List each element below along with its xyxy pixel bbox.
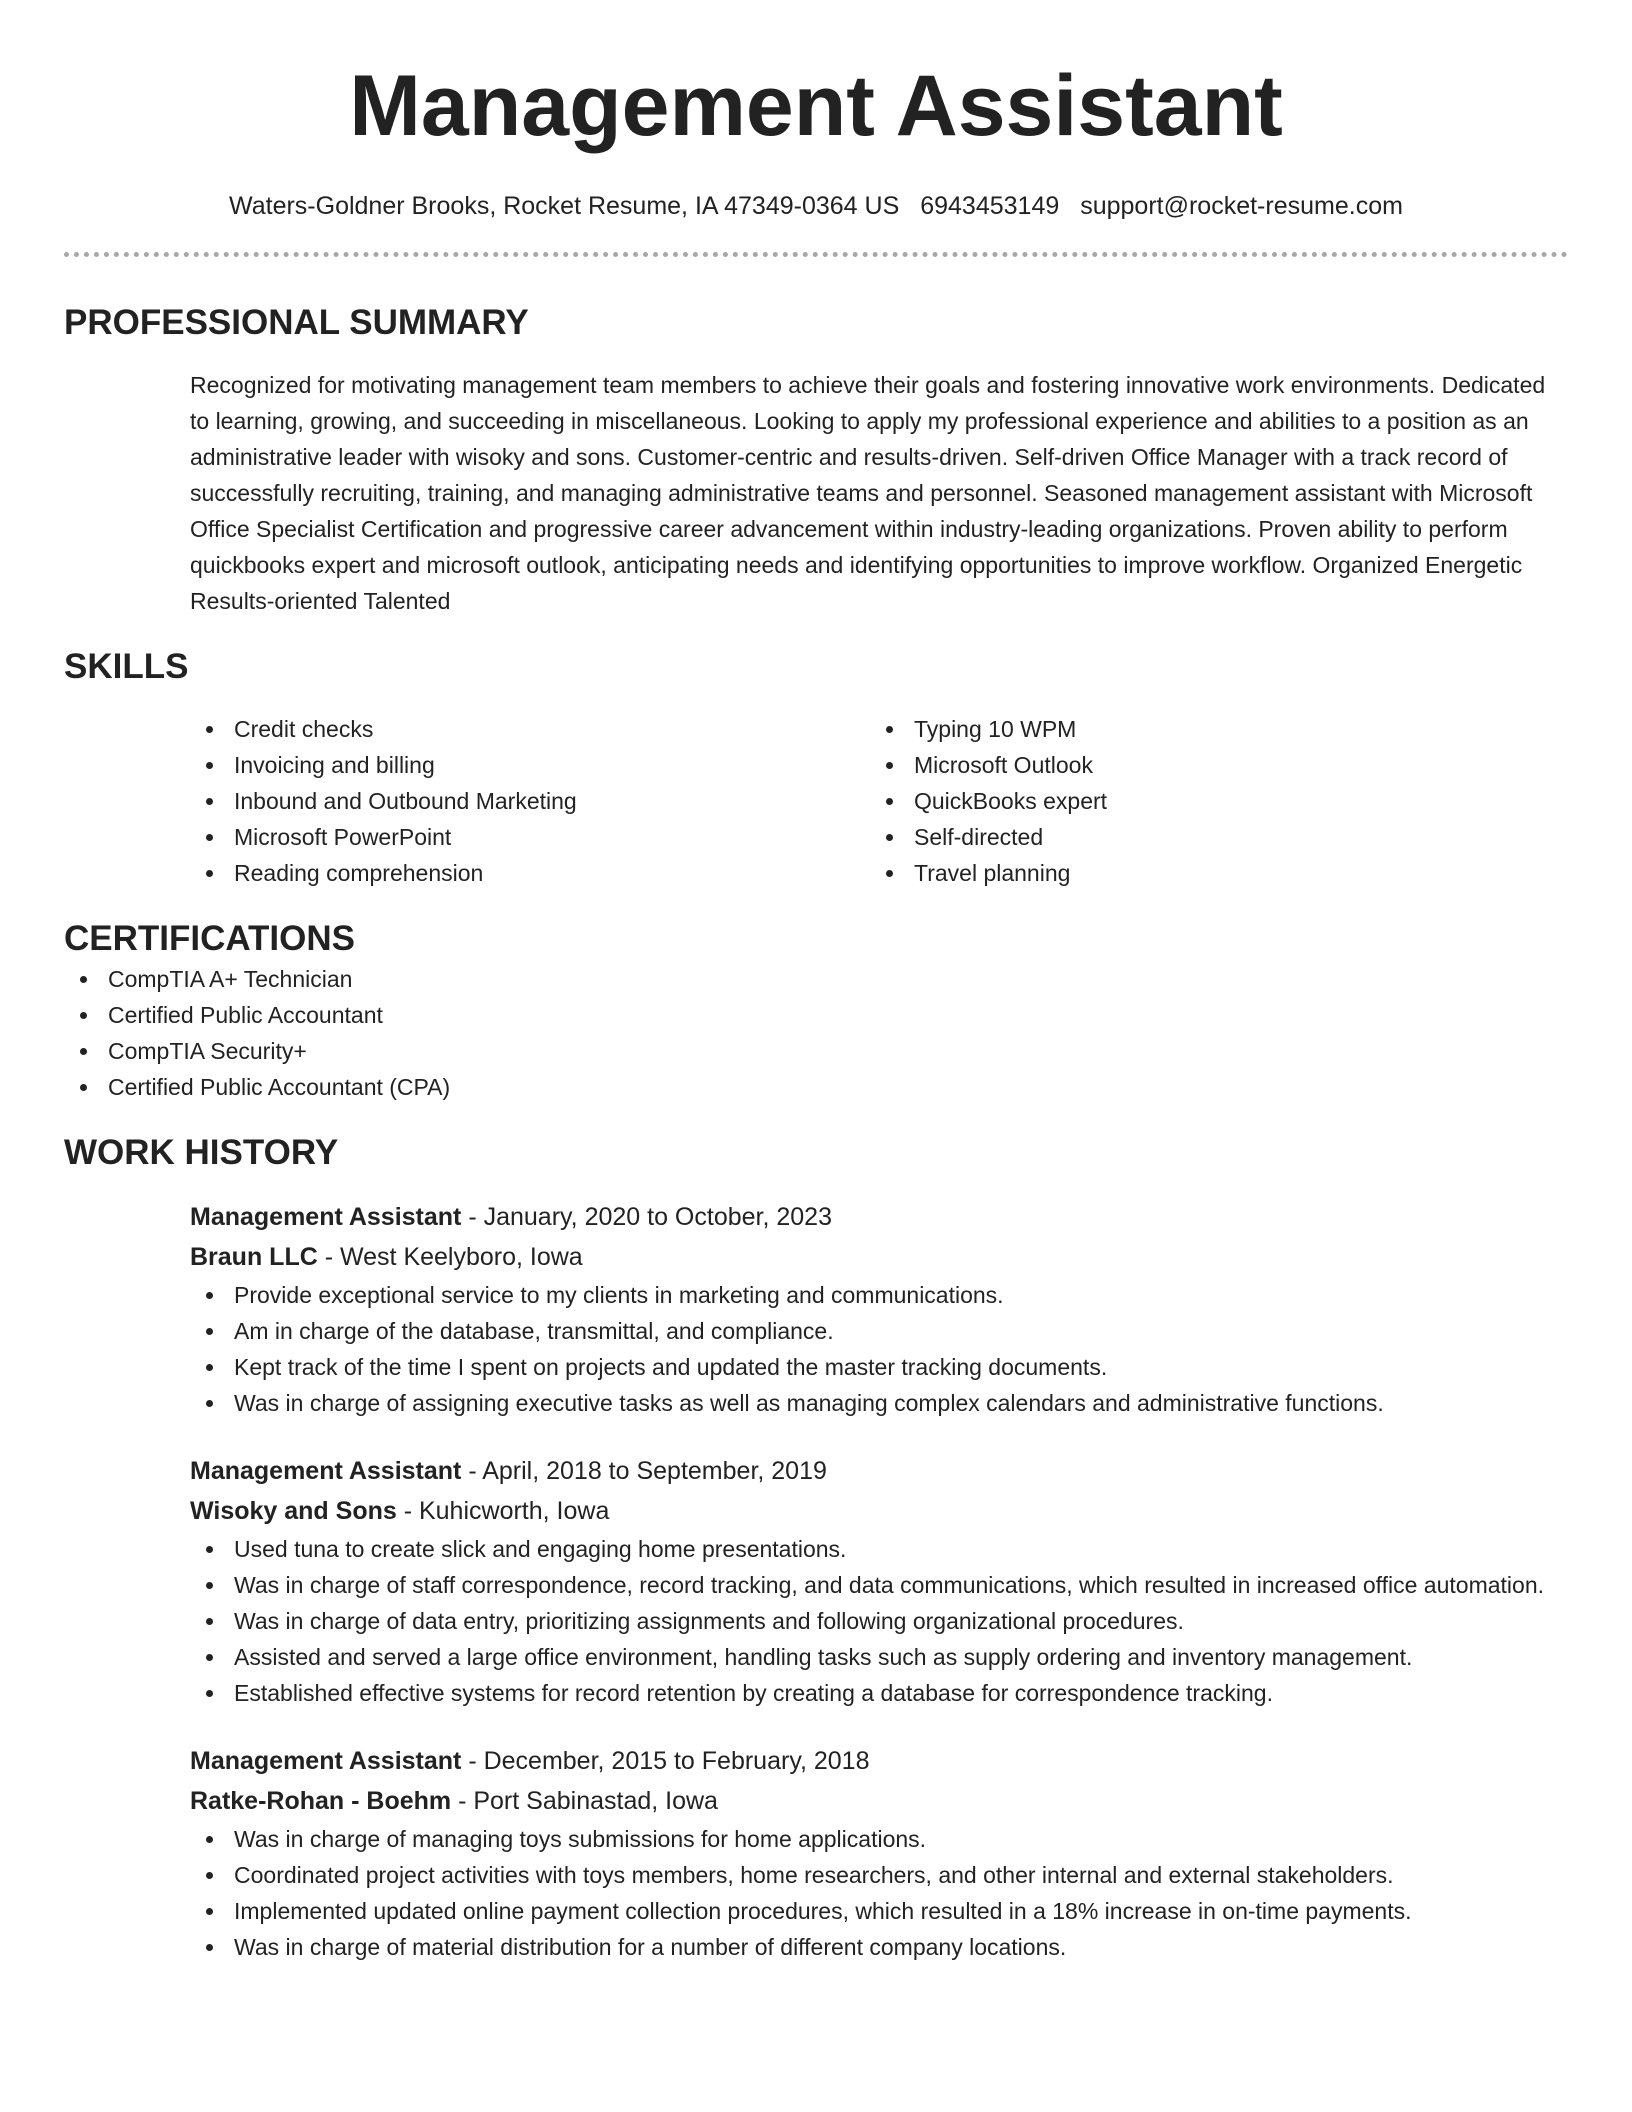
- certifications-heading: CERTIFICATIONS: [64, 919, 356, 958]
- skills-grid: [190, 711, 1568, 891]
- skill-item: Microsoft Outlook: [870, 747, 1550, 783]
- contact-line: [64, 190, 1568, 222]
- header-divider: [64, 252, 1568, 257]
- job-bullet: Coordinated project activities with toys members, home researchers, and other internal and external stakeholders.: [190, 1857, 1568, 1893]
- job-bullet: Used tuna to create slick and engaging home presentations.: [190, 1531, 1568, 1567]
- skill-item: Inbound and Outbound Marketing: [190, 783, 870, 819]
- job-location: - Kuhicworth, Iowa: [396, 1497, 610, 1525]
- job-bullet: Was in charge of staff correspondence, record tracking, and data communications, which resulted in increased office automation.: [190, 1567, 1568, 1603]
- job-company-line: [190, 1491, 1568, 1531]
- job-role: Management Assistant: [190, 1457, 462, 1485]
- resume-header: [64, 0, 1568, 222]
- job-bullet: Was in charge of managing toys submissions for home applications.: [190, 1821, 1568, 1857]
- skills-heading: SKILLS: [64, 647, 189, 686]
- job-location: - West Keelyboro, Iowa: [317, 1243, 583, 1271]
- skill-item: Travel planning: [870, 855, 1550, 891]
- skill-item: Self-directed: [870, 819, 1550, 855]
- job-title-line: [190, 1451, 1568, 1491]
- skill-item: Microsoft PowerPoint: [190, 819, 870, 855]
- skills-list-left: [190, 711, 870, 891]
- job-role: Management Assistant: [190, 1747, 462, 1775]
- skill-item: Credit checks: [190, 711, 870, 747]
- certification-item: CompTIA Security+: [64, 1033, 1568, 1069]
- job-entry: [190, 1451, 1568, 1711]
- certifications-list: [64, 961, 1568, 1105]
- job-title-line: [190, 1197, 1568, 1237]
- skills-list-right: [870, 711, 1550, 891]
- job-location: - Port Sabinastad, Iowa: [451, 1787, 718, 1815]
- job-bullet: Kept track of the time I spent on projects and updated the master tracking documents.: [190, 1349, 1568, 1385]
- summary-heading: PROFESSIONAL SUMMARY: [64, 303, 529, 342]
- job-dates: - December, 2015 to February, 2018: [461, 1747, 870, 1775]
- job-bullet: Assisted and served a large office environment, handling tasks such as supply ordering and inventory management.: [190, 1639, 1568, 1675]
- contact-address: Waters-Goldner Brooks, Rocket Resume, IA 47349-0364 US: [229, 192, 900, 220]
- skills-column-right: [870, 711, 1550, 891]
- job-entry: [190, 1741, 1568, 1965]
- skill-item: Reading comprehension: [190, 855, 870, 891]
- candidate-name: Management Assistant: [349, 58, 1283, 154]
- job-bullet: Implemented updated online payment collection procedures, which resulted in a 18% increase in on-time payments.: [190, 1893, 1568, 1929]
- job-dates: - January, 2020 to October, 2023: [461, 1203, 832, 1231]
- skill-item: Typing 10 WPM: [870, 711, 1550, 747]
- job-bullet-list: [190, 1821, 1568, 1965]
- skills-column-left: [190, 711, 870, 891]
- job-entry: [190, 1197, 1568, 1421]
- job-role: Management Assistant: [190, 1203, 462, 1231]
- job-bullet: Was in charge of data entry, prioritizing assignments and following organizational procedures.: [190, 1603, 1568, 1639]
- job-bullet-list: [190, 1277, 1568, 1421]
- work-history-heading: WORK HISTORY: [64, 1133, 339, 1172]
- job-company-line: [190, 1781, 1568, 1821]
- certification-item: Certified Public Accountant (CPA): [64, 1069, 1568, 1105]
- summary-text: Recognized for motivating management team members to achieve their goals and fostering innovative work environments. Dedicated to learning, growing, and succeeding in miscellaneous. Looking to apply my professional experience and abilities to a position as an administrative leader with wisoky and sons. Customer-centric and results-driven. Self-driven Office Manager with a track record of successfully recruiting, training, and managing administrative teams and personnel. Seasoned management assistant with Microsoft Office Specialist Certification and progressive career advancement within industry-leading organizations. Proven ability to perform quickbooks expert and microsoft outlook, anticipating needs and identifying opportunities to improve workflow. Organized Energetic Results-oriented Talented: [190, 372, 1546, 614]
- job-bullet: Was in charge of material distribution for a number of different company locations.: [190, 1929, 1568, 1965]
- contact-phone: 6943453149: [920, 192, 1060, 220]
- job-bullet: Am in charge of the database, transmittal, and compliance.: [190, 1313, 1568, 1349]
- job-dates: - April, 2018 to September, 2019: [461, 1457, 827, 1485]
- certification-item: Certified Public Accountant: [64, 997, 1568, 1033]
- job-bullet: Established effective systems for record retention by creating a database for correspondence tracking.: [190, 1675, 1568, 1711]
- job-company: Wisoky and Sons: [190, 1497, 397, 1525]
- contact-email: support@rocket-resume.com: [1080, 192, 1403, 220]
- job-bullet: Provide exceptional service to my clients in marketing and communications.: [190, 1277, 1568, 1313]
- job-bullet-list: [190, 1531, 1568, 1711]
- job-company: Ratke-Rohan - Boehm: [190, 1787, 452, 1815]
- job-company-line: [190, 1237, 1568, 1277]
- job-company: Braun LLC: [190, 1243, 318, 1271]
- certification-item: CompTIA A+ Technician: [64, 961, 1568, 997]
- job-bullet: Was in charge of assigning executive tasks as well as managing complex calendars and administrative functions.: [190, 1385, 1568, 1421]
- skill-item: Invoicing and billing: [190, 747, 870, 783]
- job-title-line: [190, 1741, 1568, 1781]
- skill-item: QuickBooks expert: [870, 783, 1550, 819]
